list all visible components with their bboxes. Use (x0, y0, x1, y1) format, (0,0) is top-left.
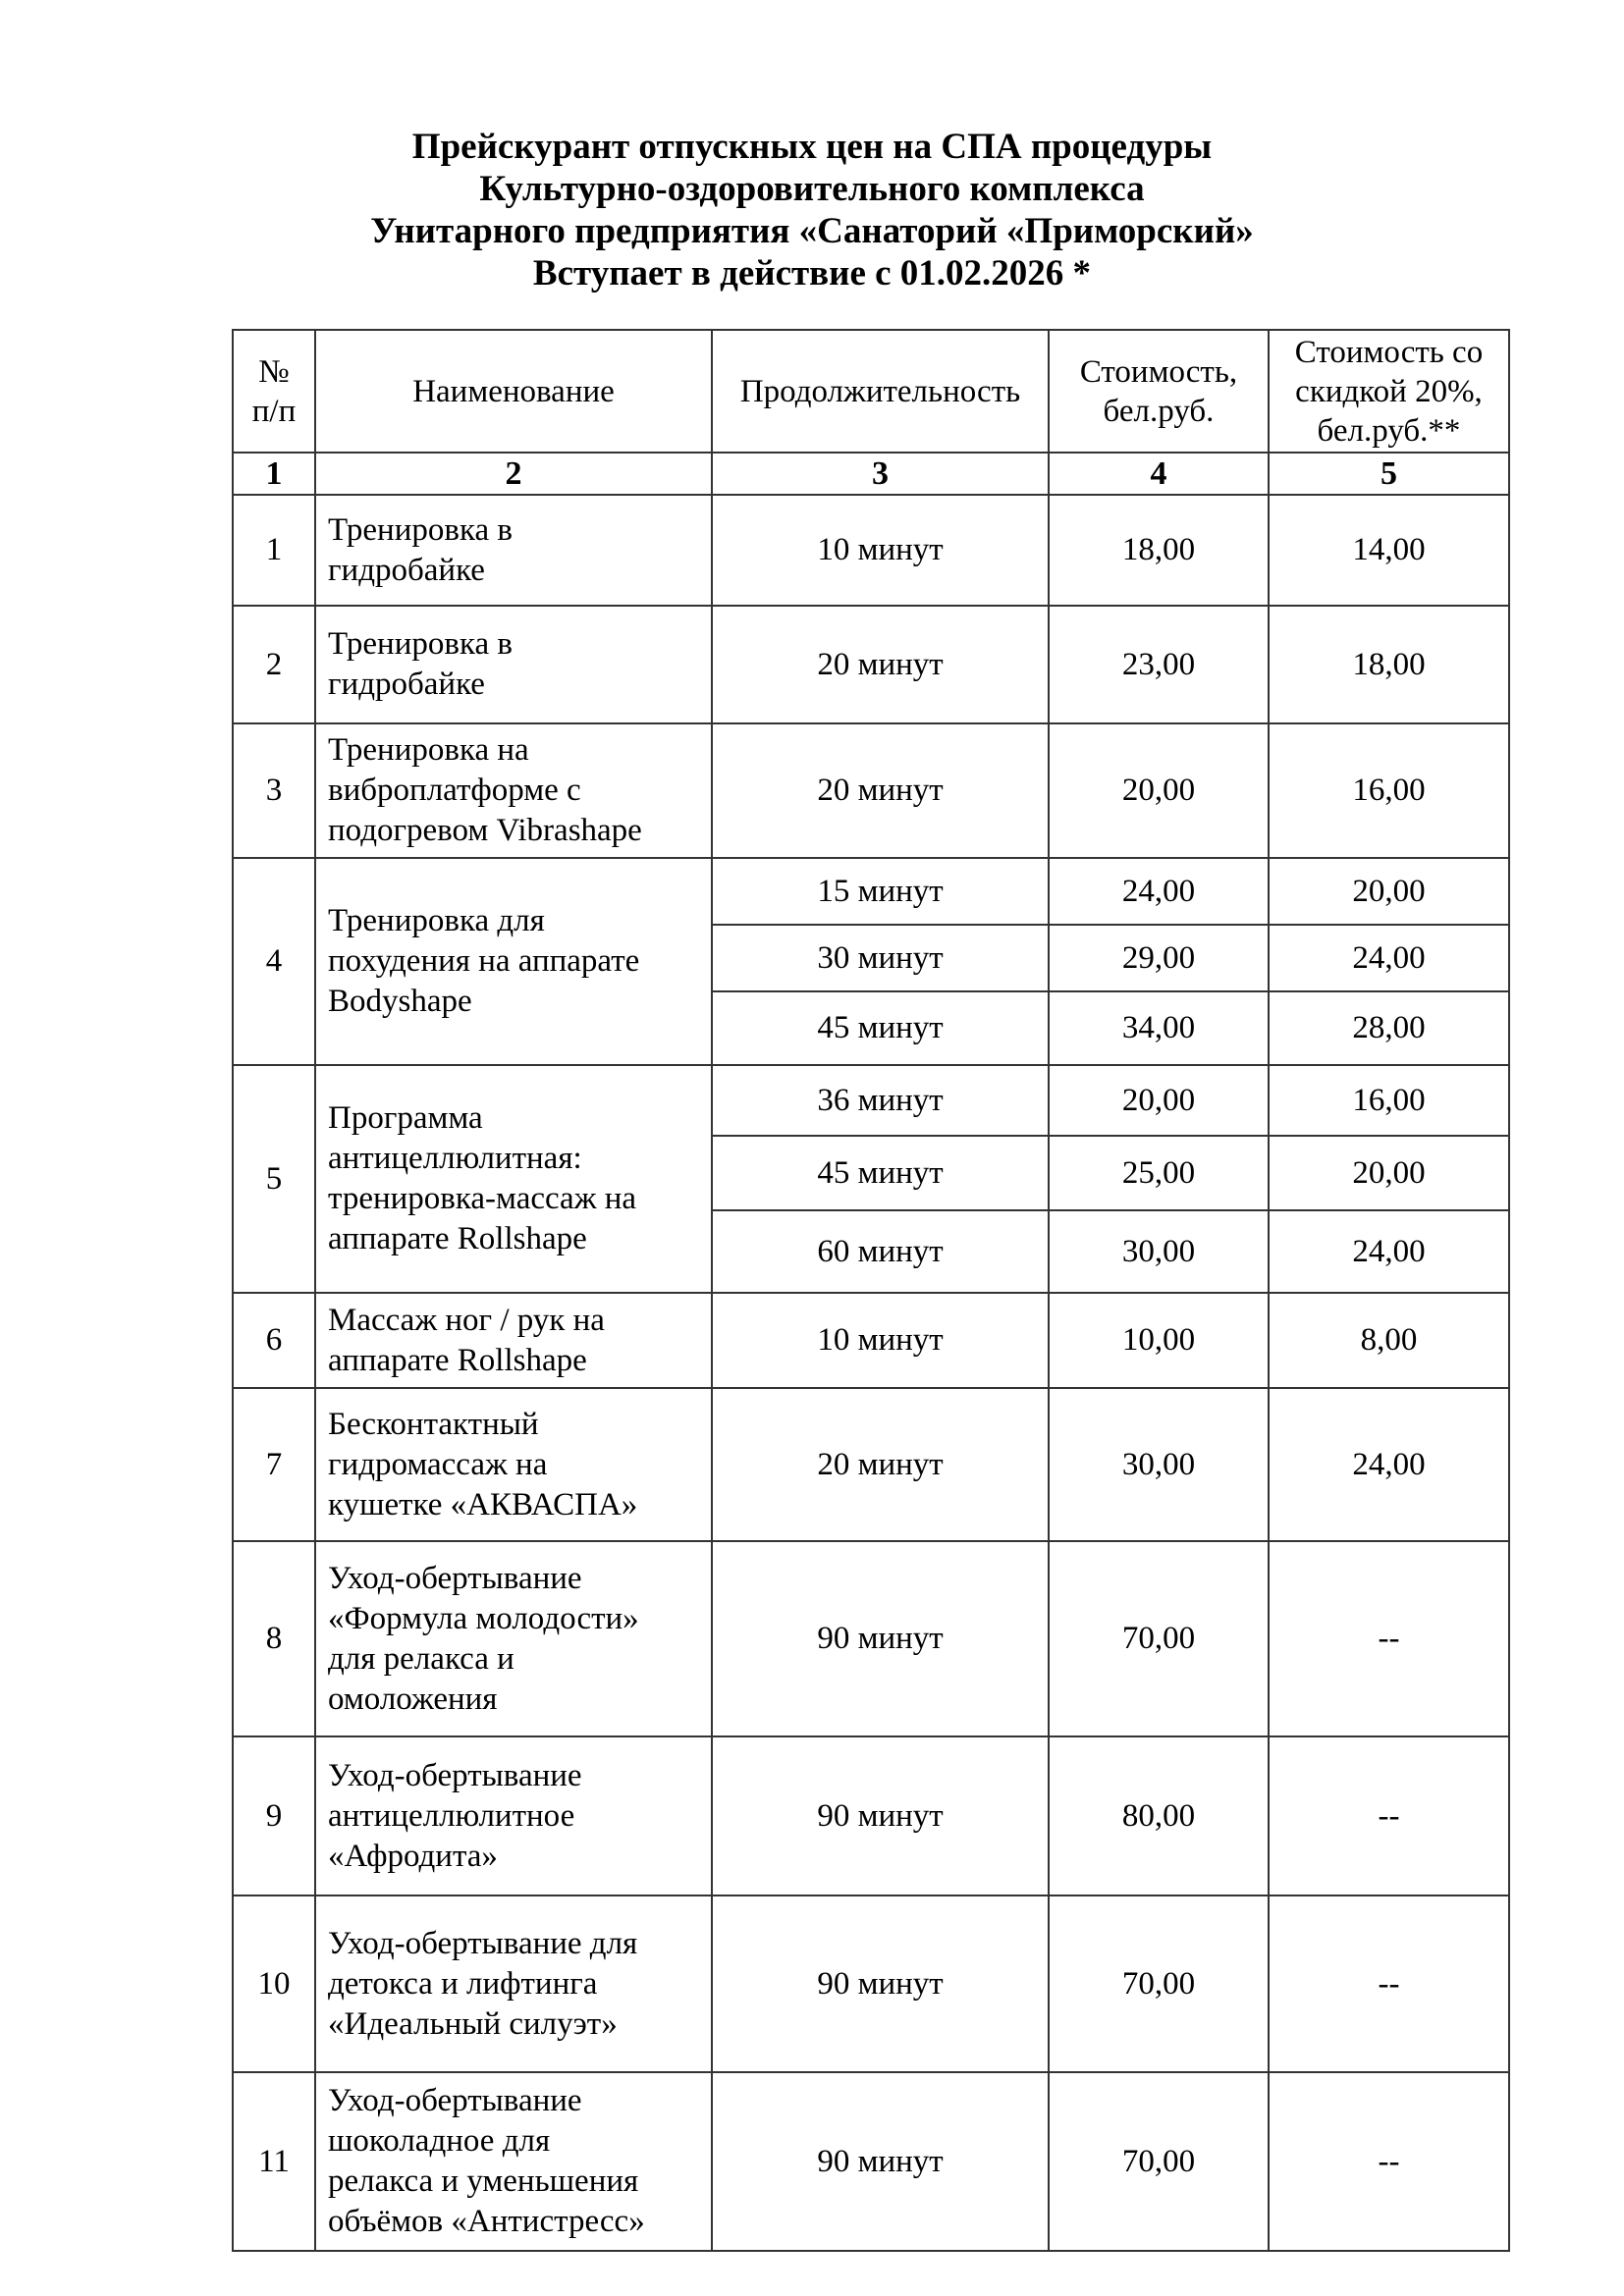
price: 70,00 (1049, 1541, 1269, 1736)
row-number: 11 (233, 2072, 315, 2251)
discount-price: 28,00 (1269, 991, 1509, 1065)
discount-price: 24,00 (1269, 1388, 1509, 1541)
procedure-name-line: Тренировка в (328, 511, 513, 548)
procedure-name (315, 606, 712, 723)
price: 20,00 (1049, 723, 1269, 858)
header-name: Наименование (315, 330, 712, 453)
procedure-name (315, 2072, 712, 2251)
procedure-name-line: Массаж ног / рук на (328, 1302, 605, 1338)
discount-price: 8,00 (1269, 1293, 1509, 1388)
procedure-name-line: Уход-обертывание (328, 1757, 582, 1793)
procedure-name-line: гидробайке (328, 552, 485, 588)
procedure-name-line: виброплатформе с (328, 773, 581, 808)
row-number: 1 (233, 495, 315, 606)
procedure-name-line: детокса и лифтинга (328, 1965, 598, 2002)
duration: 90 минут (712, 2072, 1049, 2251)
procedure-name-line: Уход-обертывание (328, 2083, 582, 2118)
procedure-name (315, 1896, 712, 2072)
procedure-name (315, 1065, 712, 1293)
procedure-name-line: аппарате Rollshape (328, 1342, 587, 1378)
discount-price: 20,00 (1269, 1136, 1509, 1210)
procedure-name-line: тренировка-массаж на (328, 1181, 637, 1216)
procedure-name-line: Программа (328, 1100, 483, 1136)
procedure-name (315, 1293, 712, 1388)
table-row (233, 495, 1509, 606)
table-row (233, 1736, 1509, 1896)
discount-price: 20,00 (1269, 858, 1509, 925)
column-number: 3 (712, 453, 1049, 495)
price: 34,00 (1049, 991, 1269, 1065)
duration: 15 минут (712, 858, 1049, 925)
column-number: 5 (1269, 453, 1509, 495)
column-number: 1 (233, 453, 315, 495)
table-row (233, 1293, 1509, 1388)
procedure-name (315, 1736, 712, 1896)
discount-price: 24,00 (1269, 925, 1509, 991)
procedure-name-line: гидромассаж на (328, 1446, 548, 1482)
header-num-symbol: № (258, 353, 290, 390)
table-row (233, 1065, 1509, 1136)
price: 25,00 (1049, 1136, 1269, 1210)
duration: 20 минут (712, 723, 1049, 858)
procedure-name-line: Бесконтактный (328, 1406, 539, 1442)
discount-price: -- (1269, 1896, 1509, 2072)
procedure-name-line: Тренировка на (328, 732, 529, 768)
row-number: 5 (233, 1065, 315, 1293)
duration: 10 минут (712, 495, 1049, 606)
procedure-name-line: Уход-обертывание для (328, 1925, 638, 1961)
price-table (232, 329, 1510, 2252)
row-number: 9 (233, 1736, 315, 1896)
price: 29,00 (1049, 925, 1269, 991)
price: 24,00 (1049, 858, 1269, 925)
procedure-name-line: Тренировка для (328, 903, 545, 938)
column-number-row (233, 453, 1509, 495)
discount-price: -- (1269, 1736, 1509, 1896)
procedure-name-line: «Формула молодости» (328, 1600, 639, 1636)
price: 18,00 (1049, 495, 1269, 606)
header-discount-line: скидкой 20%, (1295, 373, 1483, 409)
procedure-name-line: для релакса и (328, 1640, 514, 1677)
header-discount (1269, 330, 1509, 453)
price: 80,00 (1049, 1736, 1269, 1896)
procedure-name-line: похудения на аппарате (328, 943, 640, 979)
discount-price: -- (1269, 2072, 1509, 2251)
duration: 60 минут (712, 1210, 1049, 1293)
table-row (233, 858, 1509, 925)
header-num-label: п/п (251, 393, 297, 429)
header-discount-line: Стоимость со (1294, 334, 1484, 370)
duration: 10 минут (712, 1293, 1049, 1388)
table-row (233, 2072, 1509, 2251)
procedure-name-line: антицеллюлитная: (328, 1141, 582, 1176)
row-number: 6 (233, 1293, 315, 1388)
procedure-name-line: шоколадное для (328, 2123, 551, 2159)
row-number: 10 (233, 1896, 315, 2072)
procedure-name (315, 1541, 712, 1736)
table-row (233, 1541, 1509, 1736)
table-row (233, 606, 1509, 723)
price: 20,00 (1049, 1065, 1269, 1136)
discount-price: 24,00 (1269, 1210, 1509, 1293)
table-row (233, 1388, 1509, 1541)
title-line-2: Культурно-оздоровительного комплекса (479, 169, 1145, 209)
procedure-name-line: подогревом Vibrashape (328, 813, 642, 848)
duration: 20 минут (712, 1388, 1049, 1541)
price: 70,00 (1049, 2072, 1269, 2251)
column-number: 4 (1049, 453, 1269, 495)
duration: 45 минут (712, 991, 1049, 1065)
row-number: 7 (233, 1388, 315, 1541)
procedure-name-line: кушетке «АКВАСПА» (328, 1486, 638, 1522)
discount-price: 18,00 (1269, 606, 1509, 723)
price: 10,00 (1049, 1293, 1269, 1388)
procedure-name-line: аппарате Rollshape (328, 1221, 587, 1256)
procedure-name (315, 723, 712, 858)
discount-price: 16,00 (1269, 1065, 1509, 1136)
procedure-name (315, 1388, 712, 1541)
procedure-name-line: «Афродита» (328, 1838, 498, 1874)
procedure-name-line: антицеллюлитное (328, 1797, 575, 1834)
duration: 30 минут (712, 925, 1049, 991)
price: 30,00 (1049, 1388, 1269, 1541)
title-line-1: Прейскурант отпускных цен на СПА процедуры (411, 127, 1213, 167)
procedure-name-line: релакса и уменьшения (328, 2163, 639, 2199)
procedure-name-line: омоложения (328, 1681, 498, 1717)
header-duration: Продолжительность (712, 330, 1049, 453)
header-discount-line: бел.руб.** (1317, 412, 1461, 449)
discount-price: -- (1269, 1541, 1509, 1736)
duration: 36 минут (712, 1065, 1049, 1136)
document-title (0, 126, 1624, 294)
procedure-name-line: Bodyshape (328, 984, 472, 1019)
discount-price: 14,00 (1269, 495, 1509, 606)
row-number: 2 (233, 606, 315, 723)
duration: 90 минут (712, 1896, 1049, 2072)
row-number: 3 (233, 723, 315, 858)
price: 30,00 (1049, 1210, 1269, 1293)
header-price-line: бел.руб. (1103, 393, 1215, 429)
header-row (233, 330, 1509, 453)
procedure-name-line: объёмов «Антистресс» (328, 2204, 645, 2239)
duration: 45 минут (712, 1136, 1049, 1210)
duration: 90 минут (712, 1736, 1049, 1896)
column-number: 2 (315, 453, 712, 495)
procedure-name-line: Тренировка в (328, 626, 513, 662)
procedure-name-line: «Идеальный силуэт» (328, 2005, 618, 2042)
row-number: 8 (233, 1541, 315, 1736)
header-num (233, 330, 315, 453)
price: 70,00 (1049, 1896, 1269, 2072)
table-row (233, 723, 1509, 858)
price: 23,00 (1049, 606, 1269, 723)
duration: 20 минут (712, 606, 1049, 723)
procedure-name-line: Уход-обертывание (328, 1560, 582, 1596)
header-price-line: Стоимость, (1079, 353, 1238, 390)
header-price (1049, 330, 1269, 453)
discount-price: 16,00 (1269, 723, 1509, 858)
title-line-3: Унитарного предприятия «Санаторий «Приморский» (370, 211, 1254, 251)
table-row (233, 1896, 1509, 2072)
procedure-name (315, 495, 712, 606)
title-line-4-effective-date: Вступает в действие с 01.02.2026 * (532, 253, 1092, 294)
procedure-name-line: гидробайке (328, 667, 485, 702)
procedure-name (315, 858, 712, 1065)
row-number: 4 (233, 858, 315, 1065)
duration: 90 минут (712, 1541, 1049, 1736)
